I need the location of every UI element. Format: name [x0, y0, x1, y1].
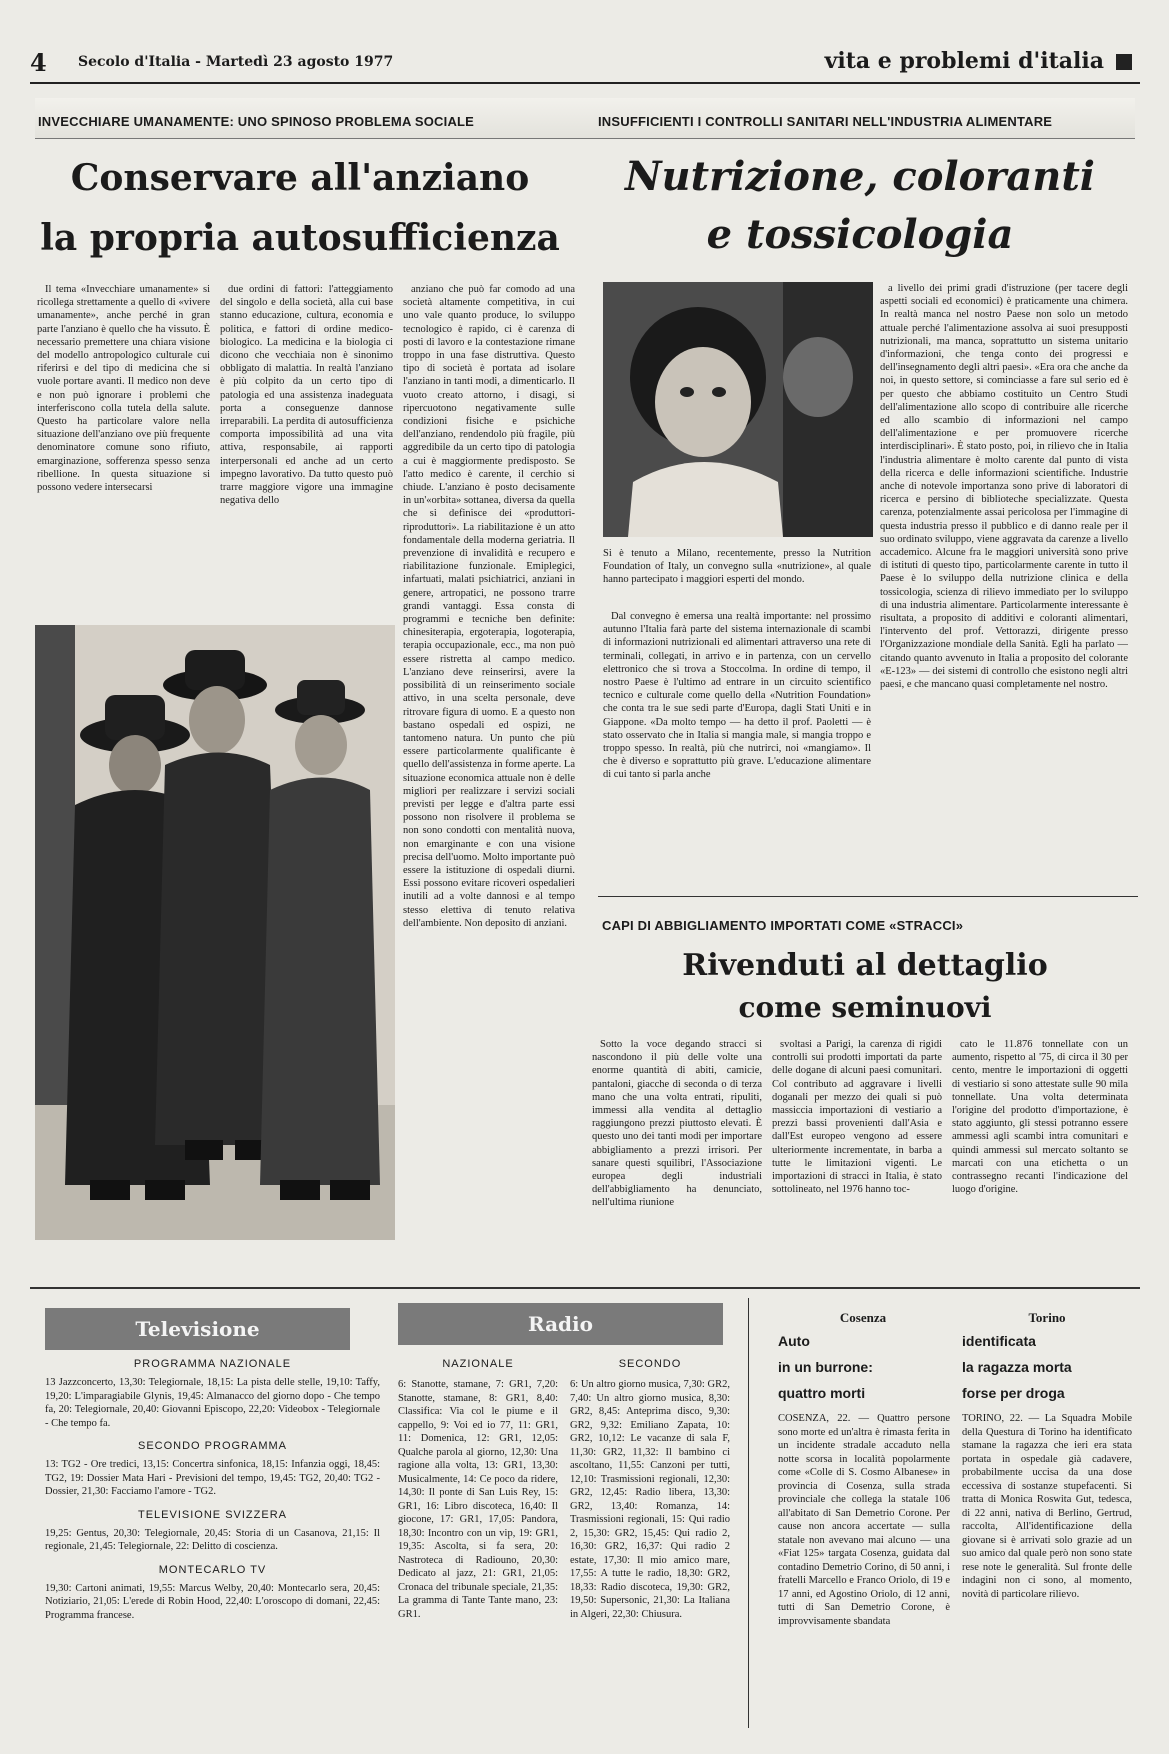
tv-section-text: 13: TG2 - Ore tredici, 13,15: Concertra sinfonica, 18,15: Infanzia oggi, 18,45: TG2, 19: Dossier Mata Hari - Previsioni del tempo, 19,45: TG2, 20,40: TG2 - Dossier, 21,30: Facciamo l'amore - TG2. [45, 1459, 380, 1497]
column-rule [748, 1298, 749, 1728]
article-bottom-col1: Sotto la voce degando stracci si nascondono il più delle volte una enorme quantità di abiti, camicie, pantaloni, giacche di seconda o di terza mano che una volta entrati, ripuliti, immessi alla vendita al dettaglio raggiungono prezzi piuttosto elevati. È questo uno dei tanti modi per importare abbigliamento a prezzi irrisori. Per sanare questi squilibri, l'Associazione europea degli industriali dell'abbigliamento ha denunciato, nell'ultima riunione [592, 1039, 762, 1209]
headline-left-2: la propria autosufficienza [40, 217, 560, 259]
torino-text: TORINO, 22. — La Squadra Mobile della Questura di Torino ha identificato stamane la ragazza che ieri era stata portata in ospedale già cadavere, probabilmente uccisa da una dose eccessiva di sostanze stupefacenti. Si tratta di Monica Roswita Gut, tedesca, di 22 anni, nativa di Berlino, Gertrud, raccolta, All'identificazione della giovane si è arrivati solo grazie ad un suo amico dal quale però non sono state rese note le generalità. Sul fronte delle indagini non ci sono, al momento, novità di particolare rilievo. [962, 1413, 1132, 1600]
tv-section-heading: SECONDO PROGRAMMA [137, 1440, 287, 1452]
child-illustration [603, 282, 873, 537]
elderly-men-illustration [35, 625, 395, 1240]
torino-headline: identificata la ragazza morta forse per droga [962, 1333, 1072, 1401]
section-title: vita e problemi d'italia [824, 48, 1104, 74]
article-right-col2: a livello dei primi gradi d'istruzione (per tacere degli aspetti sociali ed economici) è praticamente una chimera. In realtà manca nel nostro Paese non solo un metodo attuale perché l'alimentazione assolva ai suoi presupposti nutrizionali, ma manca, soprattutto un sistema unitario d'informazioni, che tenga conto dei progressi e dell'insegnamento degli altri paesi». «Era ora che anche da noi, in questo settore, si cominciasse a fare sul serio ed è per questo che abbiamo costituito un Centro Studi dell'alimentazione allo scopo di contribuire alle ricerche ed allo scambio di informazioni nel campo dell'alimentazione e per promuovere ricerche interdisciplinari». È stato posto, poi, in rilievo che in Italia l'industria alimentare è molto carente dal punto di vista della ricerca e delle informazioni scientifiche. Industrie anche di notevole importanza sono prive di laboratori di ricerca e persino di biblioteche specializzate. Questa carenza, potenzialmente assai pericolosa per l'immagine di questa industria presso il pubblico e di danno reale per il suo ordinato sviluppo, viene aggravata da carenze a livello accademico. Alcune fra le maggiori università sono prive di istituti di questo tipo, particolarmente carente in tutto il Paese è lo sviluppo della nutrizione clinica e della tossicologia, scienza di rilievo immediato per lo sviluppo di una industria alimentare. Particolarmente interessante è risultata, a proposito di additivi e coloranti alimentari, l'intervento del prof. Vettorazzi, dirigente presso l'Organizzazione mondiale della Sanità. Egli ha parlato — citando quanto avvenuto in Italia a proposito del colorante «E-123» — dei sistemi di controllo che esistono negli altri paesi, e che mancano quasi completamente nel nostro. [880, 283, 1128, 691]
article-bottom-col3: cato le 11.876 tonnellate con un aumento, rispetto al '75, di circa il 30 per cento, mentre le importazioni di oggetti di vestiario si sono attestate sulle 90 mila tonnellate. Una volta determinata l'origine del prodotto d'importazione, è stato aggiunto, gli stessi potranno essere ammessi agli scambi intra comunitari e quindi ammessi sul mercato soltanto se marcati con una etichetta o un contrassegno recanti l'indicazione del luogo d'origine. [952, 1039, 1128, 1196]
divider-rule [598, 896, 1138, 897]
tv-section-heading: MONTECARLO TV [158, 1563, 267, 1576]
article-bottom-col2: svoltasi a Parigi, la carenza di rigidi controlli sui prodotti importati da parte delle dogane di alcuni paesi comunitari. Col contributo ad aggravare i livelli doganali per mezzo dei quali si può massiccia importazioni di vestiario a prezzi bassi provenienti dall'Asia e dall'Est europeo vengono ad essere ulteriormente incrementate, in barba a tutte le limitazioni vigenti. Le importazioni di stracci in Italia, è stato sottolineato, nel 1976 hanno toc- [772, 1039, 942, 1196]
headline-right-1: Nutrizione, coloranti [624, 153, 1096, 200]
radio-col1: 6: Stanotte, stamane, 7: GR1, 7,20: Stanotte, stamane, 8: GR1, 8,40: Classifica: Via col le piume e il cappello, 9: Voi ed io 77, 11: GR1, 11: Domenica, 12: GR1, 12,05: Qualche parola al giorno, 12,30: Una ragione alla volta, 13: GR1, 13,30: Musicalmente, 14: Ce poco da ridere, 14,30: Il ponte di San Luis Rey, 15: GR1, 16: Libro discoteca, 16,40: Il giocone, 17: GR1, 17,05: Pandora, 18,30: Incontro con un vip, 19: GR1, 19,35: Ascolta, si fa sera, 20: Nastroteca di Radiouno, 20,30: Dedicato al jazz, 21: GR1, 21,05: Cronaca del tribunale speciale, 21,35: La gramma di Tante Tante mano, 23: GR1. [398, 1379, 558, 1620]
tv-listings [45, 1356, 380, 1622]
photo-child [603, 282, 873, 537]
kicker-bottom: CAPI DI ABBIGLIAMENTO IMPORTATI COME «STRACCI» [602, 918, 964, 933]
radio-col2-heading: SECONDO [618, 1358, 682, 1370]
page-number: 4 [30, 48, 47, 77]
radio-box-title: Radio [398, 1303, 723, 1345]
tv-section-heading: TELEVISIONE SVIZZERA [138, 1508, 287, 1521]
cosenza-text: COSENZA, 22. — Quattro persone sono morte ed un'altra è rimasta ferita in un incidente stradale accaduto nella notte scorsa in località popolarmente come «Colle di S. Cosmo Albanese» in provincia di Cosenza, sulla strada provinciale che collega la statale 106 all'abitato di San Demetrio Corone. Per cause non ancora accertate — sulla statale non avevano mai alcuno — una «Fiat 125» targata Cosenza, guidata dal contadino Demetrio Corino, di 50 anni, i fratelli Marcello e Franco Oriolo, di 19 e 17 anni, ed Agostino Oriolo, di 12 anni, tutti di San Demetrio Corone, è improvvisamente sbandata [778, 1413, 950, 1627]
tv-section-text: 13 Jazzconcerto, 13,30: Telegiornale, 18,15: La pista delle stelle, 19,10: Taffy, 19,20: L'imparagiabile Glynis, 19,45: Almanacco del giorno dopo - Che tempo fa, 20: Telegiornale, 20,40: Giovanni Episcopo, 22,20: Videobox - Telegiornale - Che tempo fa. [45, 1377, 380, 1429]
tv-section-text: 19,30: Cartoni animati, 19,55: Marcus Welby, 20,40: Montecarlo sera, 20,45: Notiziario, 21,05: L'erede di Robin Hood, 22,40: L'oroscopo di domani, 22,45: Programma francese. [45, 1582, 380, 1621]
article-left-col1: Il tema «Invecchiare umanamente» si ricollega strettamente a quello di «vivere umanamente», anche perché in gran parte l'anziano è quello che ha vissuto. È necessario premettere una chiara visione del modello antropologico culturale cui riferirsi e del tipo di medicina che si vuole portare avanti. Il medico non deve e non può ignorare i problemi che interferiscono colla tutela della salute. Questo ha particolare valore nella situazione dell'anziano ove più frequente denominatore comune sono rifiuto, emarginazione, sofferenza spesso senza ribellione. In questa situazione si possono vedere intersecarsi [37, 284, 210, 494]
photo-elderly-men [35, 625, 395, 1240]
article-right-col1: Dal convegno è emersa una realtà importante: nel prossimo autunno l'Italia farà parte del sistema internazionale di scambi di informazioni nutrizionali ed alimentari attraverso una rete di terminali, collegati, in arrivo e in partenza, con un cervello elettronico che si trova a Stoccolma. In ordine di tempo, il nostro Paese è l'ultimo ad entrare in un circuito scientifico tecnico e culturale come quello della «Nutrition Foundation» che conta tra le sue sedi parte d'Europa, dagli Stati Uniti e in Giappone. «Da molto tempo — ha detto il prof. Paoletti — è stato osservato che in Italia si mangia male, si mangia troppo e troppo spesso. In realtà, più che nutrirci, noi «mangiamo». Il che è diverso e soprattutto più grave. L'educazione alimentare di cui tanto si parla anche [603, 611, 871, 781]
cosenza-headline: Auto in un burrone: quattro morti [778, 1333, 873, 1401]
headline-right-2: e tossicologia [706, 211, 1014, 258]
headline-bottom-1: Rivenduti al dettaglio [682, 948, 1048, 983]
kicker-right: INSUFFICIENTI I CONTROLLI SANITARI NELL'INDUSTRIA ALIMENTARE [598, 114, 1053, 129]
section-square-icon [1116, 54, 1132, 70]
paper-date: Secolo d'Italia - Martedì 23 agosto 1977 [78, 54, 394, 70]
tv-box-title: Televisione [45, 1308, 350, 1350]
torino-city: Torino [1028, 1310, 1066, 1325]
article-left-col3: anziano che può far comodo ad una società altamente competitiva, in cui uno vale quanto produce, lo sviluppo tecnologico è rapido, ci è carenza di posti di lavoro e la contestazione rimane troppo in una fase distruttiva. Questo tipo di società è portata ad isolare l'anziano in tanti modi, a dimenticarlo. Il vuoto creato attorno, i disagi, si ripercuotono negativamente sulle condizioni fisiche e psichiche dell'anziano, rendendolo più fragile, più aggredibile da un certo tipo di patologia a cui è maggiormente predisposto. Se l'atto medico è carente, il cerchio si chiude. L'anziano è posto decisamente in un'«orbita» sottanea, diversa da quella che si definisce dei «produttori-riproduttori». La riabilitazione è un atto fondamentale della moderna geriatria. Il prevenzione di invalidità e recupero e riabilitazione funzionale. Emiplegici, infartuati, malati psichiatrici, anziani in genere, artropatici, ne possono trarre grandi vantaggi. Essa consta di programmi e tecniche ben definite: chinesiterapia, ergoterapia, logoterapia, terapia occupazionale, ecc., ma non può essere ristretta al campo medico. L'anziano deve reinserirsi, avere la possibilità di un reinserimento sociale attivo, in una scelta personale, deve ritrovare figura di uomo. E a questo non bastano ospedali ed ospizi, ne tantomeno natura. Un punto che più essere particolarmente qualificante è quello dell'assistenza in forme aperte. La situazione economica attuale non è delle migliori per realizzare i servizi sociali previsti per legge e d'altra parte essi possono non risolvere il problema se non sono condotti con mentalità nuova, non emarginante e con una visione precisa dell'uomo. Molto importante può essere la istituzione di ospedali diurni. Essi possono evitare ricoveri ospedalieri inutili ad a volte dannosi e al tempo stesso elettiva di tenuto relativa dell'ambiente. Non deposito di anziani. [403, 284, 575, 929]
article-left-col2: due ordini di fattori: l'atteggiamento del singolo e della società, alla cui base stanno educazione, cultura, economia e politica, e fattori di ordine medico-biologico. La medicina e la biologia ci dicono che vecchiaia non è sinonimo obbligato di malattia. In realtà l'anziano è più colpito da un certo tipo di patologia ed una assistenza inadeguata porta a conseguenze dannose irreparabili. La perdita di autosufficienza comporta impossibilità ad una vita attiva, responsabile, ai rapporti interpersonali ed anche ad un certo impegno lavorativo. Da tutto questo può trarre maggiore vigore una immagine negativa dello [220, 284, 393, 507]
tv-section-heading: PROGRAMMA NAZIONALE [133, 1358, 292, 1370]
headline-left-1: Conservare all'anziano [70, 157, 530, 199]
radio-col1-heading: NAZIONALE [442, 1358, 514, 1370]
headline-bottom-2: come seminuovi [738, 991, 992, 1024]
tv-section-text: 19,25: Gentus, 20,30: Telegiornale, 20,45: Storia di un Casanova, 21,15: Il regionale, 21,45: Telegiornale, 22: Delitto di coscienza. [45, 1527, 380, 1552]
photo-caption: Si è tenuto a Milano, recentemente, presso la Nutrition Foundation of Italy, un convegno sulla «nutrizione», al quale hanno partecipato i maggiori esperti del mondo. [603, 548, 871, 585]
page-header [30, 38, 1140, 84]
kicker-left: INVECCHIARE UMANAMENTE: UNO SPINOSO PROBLEMA SOCIALE [38, 114, 475, 129]
radio-col2: 6: Un altro giorno musica, 7,30: GR2, 7,40: Un altro giorno musica, 8,30: GR2, 8,45: Anteprima disco, 9,30: GR2, 9,32: Emiliano Zapata, 10: GR2, 10,12: Le vacanze di sala F, 11,30: GR2, 11,32: Il bambino ci ascoltano, 11,55: Canzoni per tutti, 12,10: Trasmissioni regionali, 12,30: GR2, 12,45: Radio libera, 13,30: GR2, 13,40: Romanza, 14: Trasmissioni regionali, 15: Qui radio 2, 15,30: GR2, 15,45: Qui radio 2, 16,30: GR2, 16,37: Qui radio 2 estate, 17,30: Il mio amico mare, 17,55: A tutte le radio, 18,30: GR2, 18,33: Radio discoteca, 19,30: GR2, 19,50: Supersonic, 21,30: La Italiana in Algeri, 22,30: Chiusura. [570, 1379, 730, 1620]
listings-rule [30, 1287, 1140, 1289]
cosenza-city: Cosenza [839, 1310, 887, 1325]
